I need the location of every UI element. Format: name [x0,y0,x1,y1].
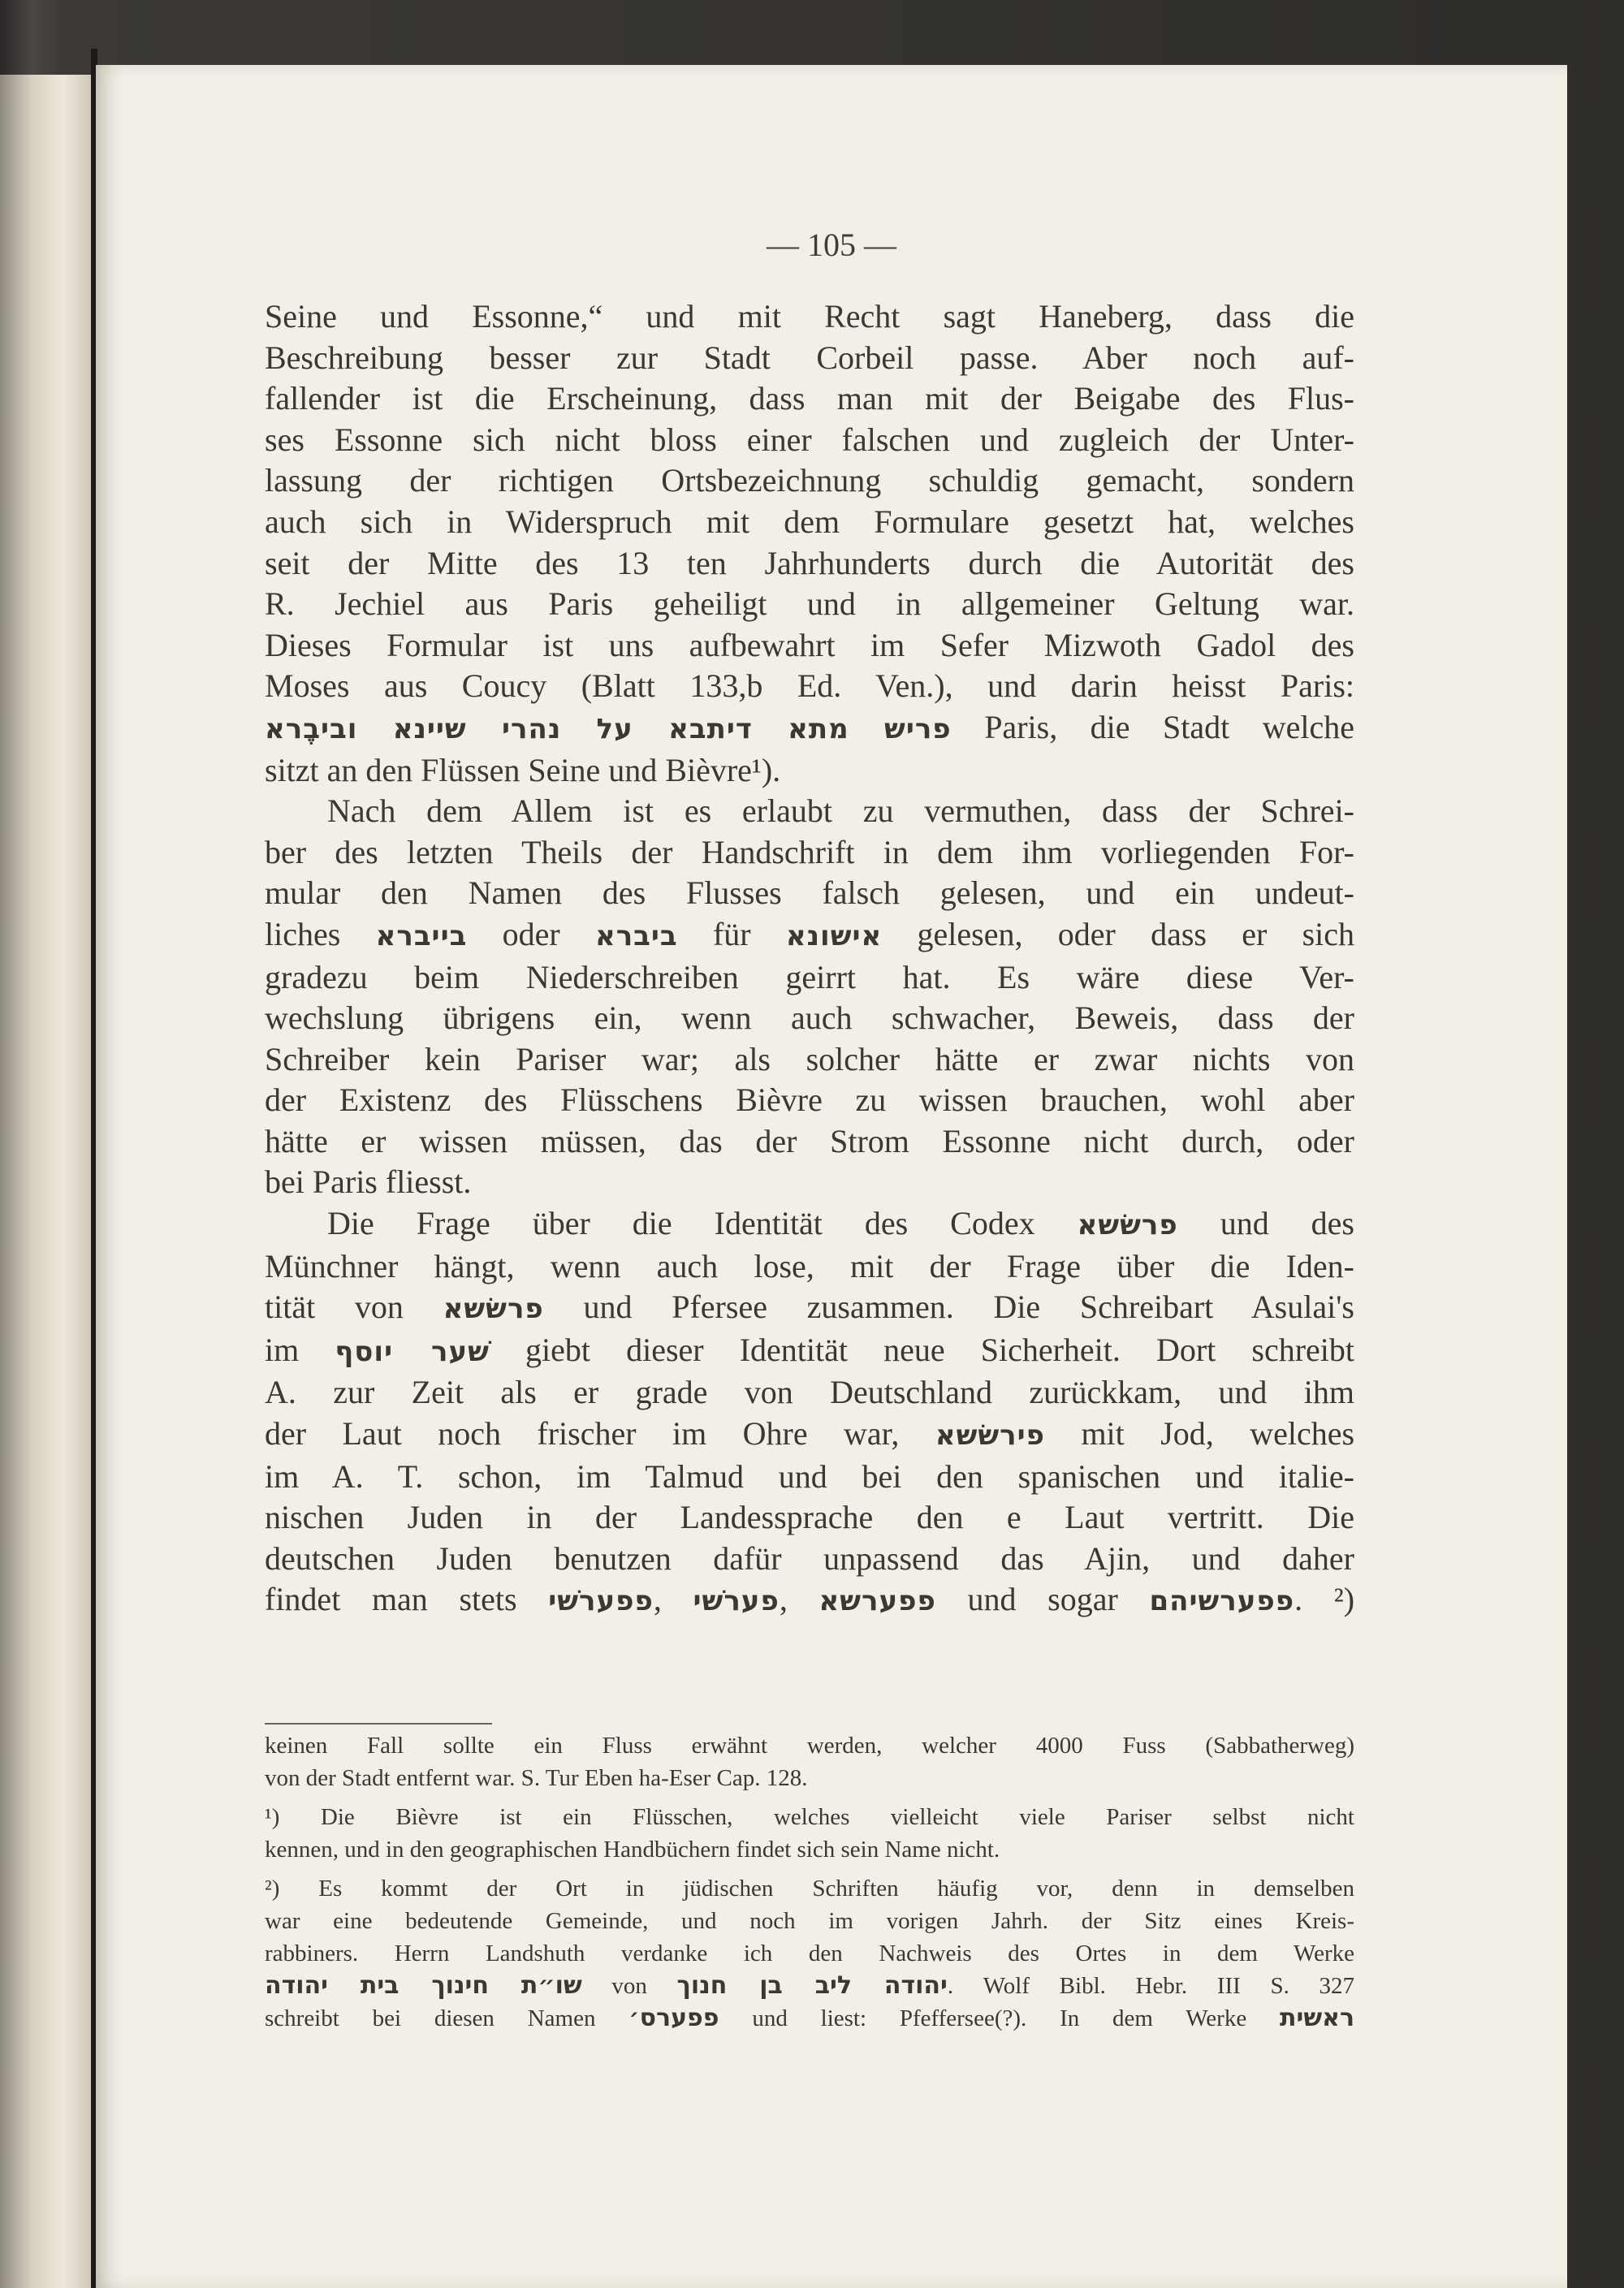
text-line: ber des letzten Theils der Handschrift in dem ihm vorliegenden For- [265,833,1354,870]
hebrew-word: פפערשא [818,1585,936,1618]
text-span: . Wolf Bibl. Hebr. III S. 327 [947,1973,1355,1999]
footnote-line: kennen, und in den geographischen Handbüchern findet sich sein Name nicht. [265,1837,1000,1863]
hebrew-quote: פריש מתא דיתבא על נהרי שיינא וביבֶרא [265,712,952,745]
text-line: A. zur Zeit als er grade von Deutschland zurückkam, und ihm [265,1374,1354,1411]
text-line: der Existenz des Flüsschens Bièvre zu wissen brauchen, wohl aber [265,1081,1354,1119]
text-span: Die Frage über die Identität des Codex [327,1205,1035,1242]
hebrew-word: פרשׂשא [443,1293,544,1326]
text-span: und Pfersee zusammen. Die Schreibart Asulai's [583,1289,1354,1326]
text-span: gelesen, oder dass er sich [917,915,1355,952]
hebrew-word: פערשׁי [693,1585,780,1618]
text-line: hätte er wissen müssen, das der Strom Essonne nicht durch, oder [265,1122,1354,1159]
text-span: schreibt bei diesen Namen [265,2005,596,2031]
footnote-line: keinen Fall sollte ein Fluss erwähnt werden, welcher 4000 Fuss (Sabbatherweg) [265,1733,1354,1759]
text-line: Seine und Essonne,“ und mit Recht sagt Haneberg, dass die [265,298,1354,335]
text-span: der Laut noch frischer im Ohre war, [265,1415,900,1453]
text-line [265,1287,1354,1330]
text-line: auch sich in Widerspruch mit dem Formulare gesetzt hat, welches [265,503,1354,540]
footnotes [265,1729,1354,2035]
text-line: gradezu beim Niederschreiben geirrt hat. Es wäre diese Ver- [265,958,1354,995]
footnote-line: von der Stadt entfernt war. S. Tur Eben ha-Eser Cap. 128. [265,1765,808,1791]
hebrew-word: פפערשׁי [548,1585,654,1618]
text-span: liches [265,915,341,952]
text-line: bei Paris fliesst. [265,1163,472,1201]
hebrew-word: פרשׂשא [1077,1209,1178,1242]
text-line: nischen Juden in der Landessprache den e Laut vertritt. Die [265,1499,1354,1536]
text-span: tität von [265,1289,404,1326]
text-span: mit Jod, welches [1081,1415,1355,1453]
hebrew-word: ביברא [594,919,678,952]
footnote-line [265,1970,1354,2002]
hebrew-word: פפערשיהם [1149,1585,1295,1618]
text-line: lassung der richtigen Ortsbezeichnung schuldig gemacht, sondern [265,462,1354,499]
text-span: oder [502,915,560,952]
text-line: Dieses Formular ist uns aufbewahrt im Sefer Mizwoth Gadol des [265,626,1354,663]
text-line: Schreiber kein Pariser war; als solcher hätte er zwar nichts von [265,1040,1354,1077]
body-text [265,296,1354,1622]
hebrew-title: שו״ת חינוך בית יהודה [265,1971,582,2000]
text-line: deutschen Juden benutzen dafür unpassend das Ajin, und daher [265,1539,1354,1577]
hebrew-word: פפערס׳ [628,2004,719,2032]
text-line [265,1203,1354,1246]
text-span: für [712,915,751,952]
text-line: findet man stets פפערשׁי, פערשׁי, פפערשא und sogar פפערשיהם. ²) [265,1581,1355,1618]
hebrew-word: פירשׂשא [935,1419,1045,1453]
hebrew-word: אישונא [785,919,883,952]
text-span: im [265,1331,300,1368]
footnote-line: ¹) Die Bièvre ist ein Flüsschen, welches vielleicht viele Pariser selbst nicht [265,1804,1354,1830]
text-line: Moses aus Coucy (Blatt 133,b Ed. Ven.), und darin heisst Paris: [265,667,1354,705]
text-line [265,1330,1354,1373]
text-span: und sogar [967,1581,1118,1618]
text-line: seit der Mitte des 13 ten Jahrhunderts durch die Autorität des [265,544,1354,581]
footnote-line: rabbiners. Herrn Landshuth verdanke ich den Nachweis des Ortes in dem Werke [265,1940,1354,1966]
hebrew-word: בייברא [375,919,468,952]
footnote-divider [265,1723,492,1725]
hebrew-word: שׁער יוסף [335,1335,490,1368]
text-line: ses Essonne sich nicht bloss einer falschen und zugleich der Unter- [265,421,1354,458]
text-span: und liest: Pfeffersee(?). In dem Werke [752,2005,1247,2031]
footnote-line [265,2002,1354,2035]
text-line: Nach dem Allem ist es erlaubt zu vermuthen, dass der Schrei- [327,792,1354,830]
previous-page-edge [0,75,91,2288]
hebrew-word: ראשית [1280,2004,1355,2032]
text-line [265,707,1354,750]
text-line: wechslung übrigens ein, wenn auch schwacher, Beweis, dass der [265,999,1354,1037]
text-line: R. Jechiel aus Paris geheiligt und in allgemeiner Geltung war. [265,585,1354,623]
book-page [96,65,1567,2288]
text-line: Beschreibung besser zur Stadt Corbeil passe. Aber noch auf- [265,339,1354,376]
text-line [265,1414,1354,1457]
text-span: findet man stets [265,1581,517,1618]
hebrew-author: יהודה ליב בן חנוך [676,1971,948,2000]
footnote-line: ²) Es kommt der Ort in jüdischen Schriften häufig vor, denn in demselben [265,1876,1354,1902]
text-span: von [611,1973,647,1999]
text-line [265,914,1354,957]
text-line: mular den Namen des Flusses falsch gelesen, und ein undeut- [265,874,1354,912]
footnote-line: war eine bedeutende Gemeinde, und noch im vorigen Jahrh. der Sitz eines Kreis- [265,1908,1354,1934]
text-line: Münchner hängt, wenn auch lose, mit der Frage über die Iden- [265,1247,1354,1284]
text-line: im A. T. schon, im Talmud und bei den spanischen und italie- [265,1457,1354,1495]
text-line: sitzt an den Flüssen Seine und Bièvre¹). [265,751,781,788]
page-number: — 105 — [767,227,896,263]
footnote-ref: . ²) [1294,1581,1355,1618]
text-span: und des [1220,1205,1354,1242]
text-line: fallender ist die Erscheinung, dass man mit der Beigabe des Flus- [265,380,1354,417]
text-span: giebt dieser Identität neue Sicherheit. Dort schreibt [525,1331,1355,1368]
text-span: Paris, die Stadt welche [984,708,1355,745]
